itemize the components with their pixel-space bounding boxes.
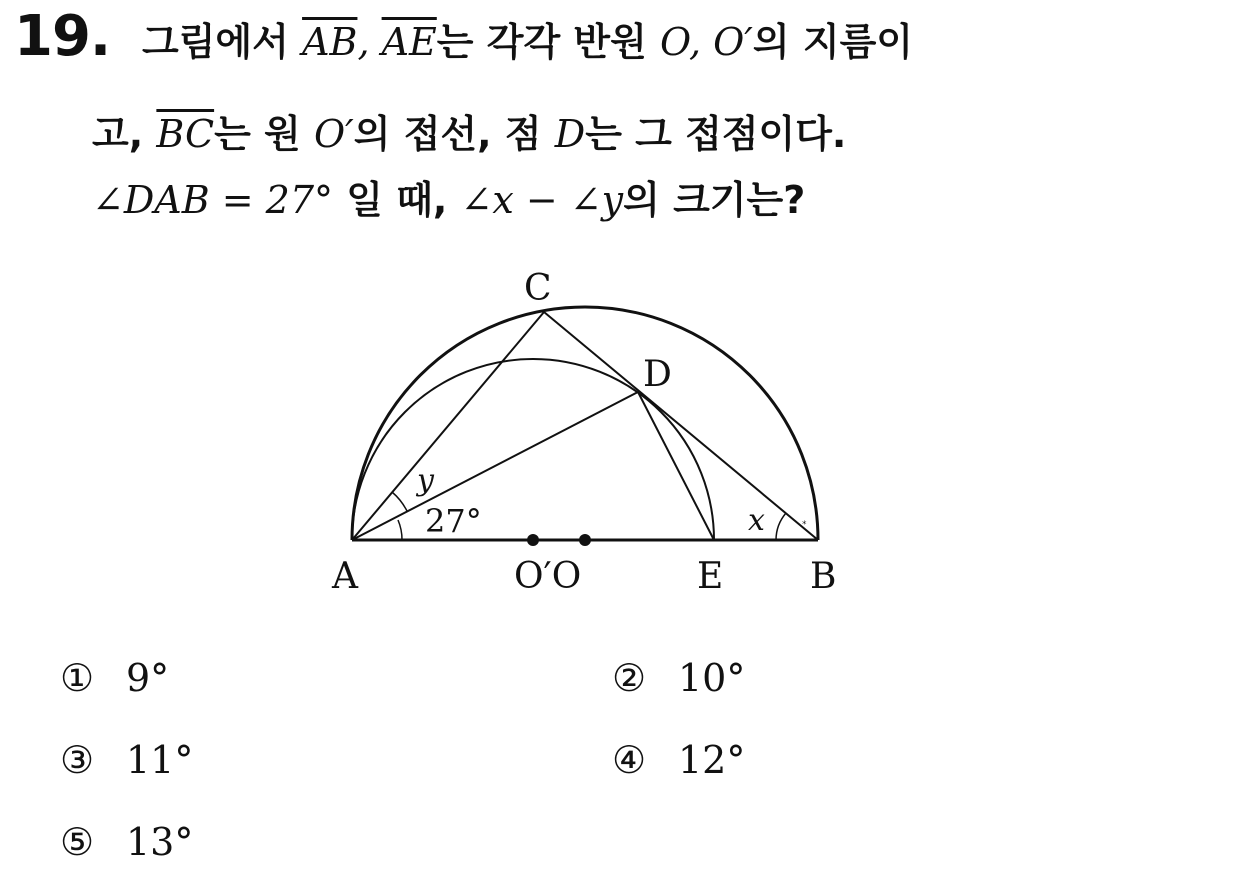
option-value: 12° [678, 738, 746, 782]
label-o-prime-o: O′O [514, 556, 582, 597]
text-segment: 는 그 접점이다. [585, 112, 847, 156]
option-1[interactable] [60, 656, 169, 700]
problem-line-2 [92, 110, 846, 158]
segment-ae: $\overline{AE}$ [381, 20, 437, 64]
point-o: O [660, 20, 689, 64]
label-angle-27: 27° [425, 502, 482, 540]
text-segment: 고, [92, 112, 157, 156]
text-segment: 의 크기는? [623, 178, 806, 222]
problem-line-1 [142, 18, 913, 66]
tangent-cb [544, 312, 818, 540]
angle-arc-y [392, 492, 407, 511]
label-b: B [810, 556, 837, 597]
option-3[interactable] [60, 738, 193, 782]
point-o-prime: O′ [313, 112, 354, 156]
label-c: C [524, 268, 552, 309]
option-value: 11° [126, 738, 194, 782]
geometry-figure [320, 268, 880, 608]
label-angle-x: x [748, 503, 765, 538]
point-o-prime: O′ [713, 20, 753, 64]
option-5[interactable] [60, 820, 193, 864]
option-mark: ⑤ [60, 820, 95, 864]
text-segment: 의 접선, 점 [353, 112, 555, 156]
option-mark: ① [60, 656, 95, 700]
center-o-dot [579, 534, 591, 546]
option-4[interactable] [612, 738, 745, 782]
problem-number: 19. [14, 4, 111, 69]
option-value: 9° [126, 656, 170, 700]
label-angle-y: y [417, 463, 434, 498]
angle-arc-x [776, 513, 786, 540]
option-mark: ③ [60, 738, 95, 782]
center-o-prime-dot [527, 534, 539, 546]
label-a: A [332, 556, 358, 597]
angle-expression: ∠x − ∠y [460, 178, 624, 222]
text-segment: 는 원 [214, 112, 314, 156]
label-d: D [643, 354, 672, 395]
option-mark: ② [612, 656, 647, 700]
comma: , [688, 20, 714, 64]
option-value: 13° [126, 820, 194, 864]
option-value: 10° [678, 656, 746, 700]
comma: , [357, 20, 382, 64]
text-segment: 의 지름이 [752, 20, 913, 64]
segment-de [638, 392, 714, 540]
segment-bc: $\overline{BC}$ [156, 112, 215, 156]
text-segment: 일 때, [333, 178, 461, 222]
segment-ab: $\overline{AB}$ [302, 20, 358, 64]
given-angle: ∠DAB = 27° [92, 178, 334, 222]
segment-ad [352, 392, 638, 540]
label-e: E [697, 556, 724, 597]
small-mark: ⁎ [802, 517, 807, 527]
option-mark: ④ [612, 738, 647, 782]
angle-arc-27 [398, 520, 402, 540]
text-segment: 그림에서 [142, 20, 303, 64]
text-segment: 는 각각 반원 [436, 20, 661, 64]
problem-line-3 [92, 176, 805, 224]
option-2[interactable] [612, 656, 745, 700]
point-d: D [554, 112, 586, 156]
